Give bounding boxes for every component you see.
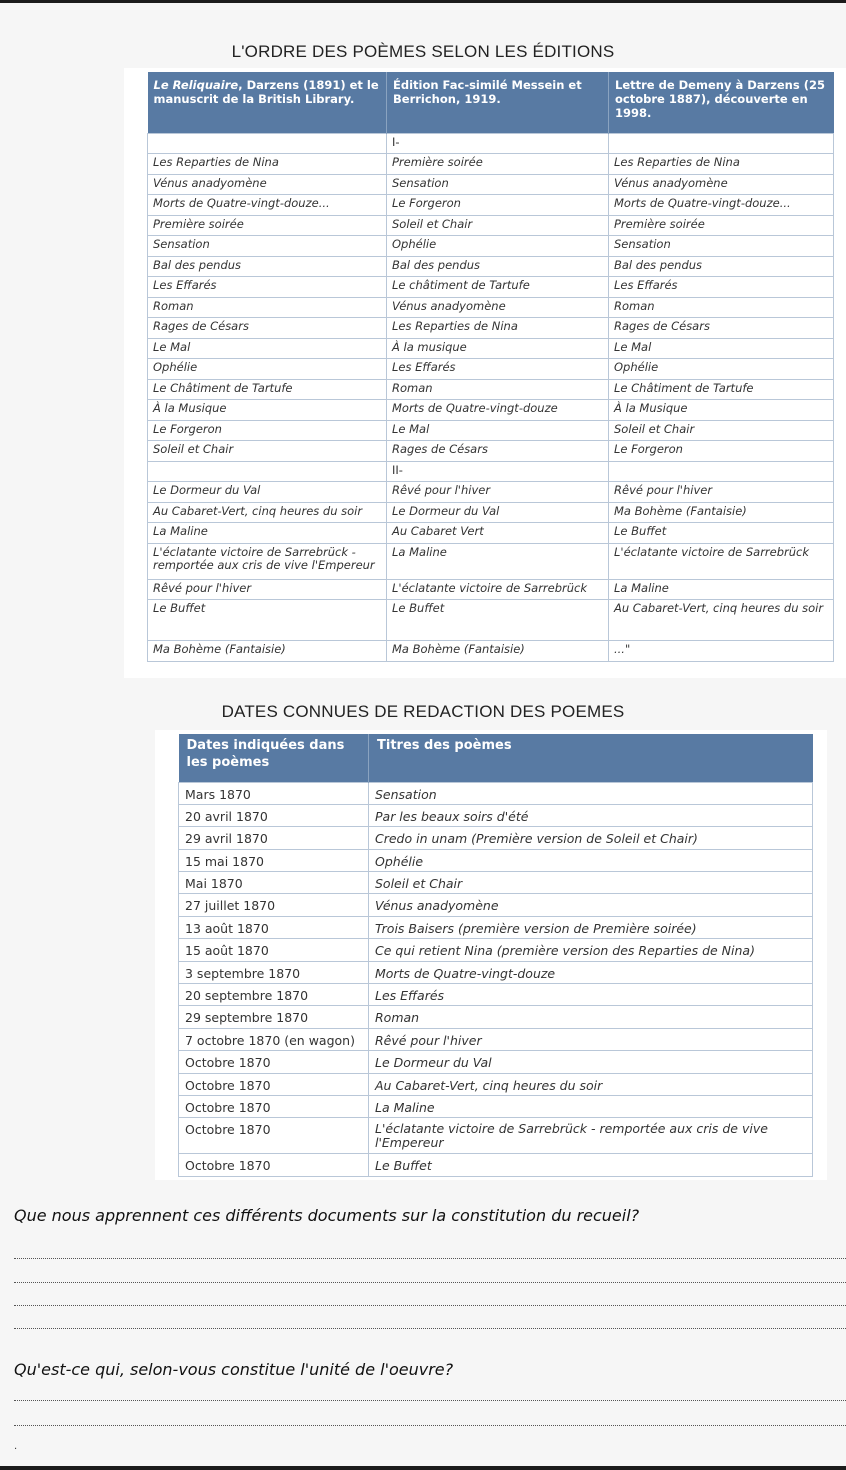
poem-title-cell: Roman: [369, 1006, 813, 1028]
poem-cell: Bal des pendus: [609, 256, 834, 277]
poem-cell: Les Reparties de Nina: [148, 154, 387, 175]
poem-cell: Sensation: [148, 236, 387, 257]
poem-cell: Ma Bohème (Fantaisie): [387, 641, 609, 662]
header-reliquaire-italic: Le Reliquaire: [153, 78, 239, 92]
table-row: [148, 359, 834, 380]
table-row: [179, 804, 813, 826]
poem-title-cell: Morts de Quatre-vingt-douze: [369, 961, 813, 983]
date-cell: 7 octobre 1870 (en wagon): [179, 1028, 369, 1050]
poem-cell: Le Forgeron: [387, 195, 609, 216]
poem-cell: Bal des pendus: [387, 256, 609, 277]
poem-cell: À la Musique: [148, 400, 387, 421]
poem-cell: L'éclatante victoire de Sarrebrück: [609, 543, 834, 579]
poem-title-cell: Rêvé pour l'hiver: [369, 1028, 813, 1050]
table-row: [148, 174, 834, 195]
date-cell: 20 septembre 1870: [179, 984, 369, 1006]
table-row: [148, 379, 834, 400]
header-dates: Dates indiquées dans les poèmes: [179, 734, 369, 782]
table-row: [148, 154, 834, 175]
poem-cell: Au Cabaret-Vert, cinq heures du soir: [148, 502, 387, 523]
section-mark: II-: [387, 461, 609, 482]
table-row: [148, 543, 834, 579]
table-row: [179, 782, 813, 804]
poem-cell: Sensation: [609, 236, 834, 257]
poem-cell: Première soirée: [387, 154, 609, 175]
question-unity: Qu'est-ce qui, selon-vous constitue l'unité de l'oeuvre?: [14, 1360, 454, 1379]
table-row: [148, 579, 834, 600]
poem-cell: Première soirée: [148, 215, 387, 236]
date-cell: Mars 1870: [179, 782, 369, 804]
table-row: [179, 961, 813, 983]
table-row: [179, 1051, 813, 1073]
poem-cell: Les Effarés: [609, 277, 834, 298]
table-row: [148, 641, 834, 662]
poem-cell: Vénus anadyomène: [148, 174, 387, 195]
poem-cell: Les Effarés: [148, 277, 387, 298]
dates-table-title: DATES CONNUES DE REDACTION DES POEMES: [221, 702, 625, 721]
poem-cell: Les Reparties de Nina: [609, 154, 834, 175]
poem-cell: Rages de Césars: [148, 318, 387, 339]
date-cell: Mai 1870: [179, 872, 369, 894]
bottom-border: [0, 1466, 846, 1470]
table-row: [179, 1154, 813, 1176]
editions-header-row: [148, 72, 834, 133]
header-facsimile: Édition Fac-similé Messein et Berrichon, 1919.: [387, 72, 609, 133]
answer-line-6[interactable]: [14, 1425, 846, 1426]
poem-cell: Rêvé pour l'hiver: [609, 482, 834, 503]
poem-title-cell: L'éclatante victoire de Sarrebrück - remportée aux cris de vive l'Empereur: [369, 1118, 813, 1154]
table-row: [148, 195, 834, 216]
poem-cell: ...": [609, 641, 834, 662]
poem-title-cell: Au Cabaret-Vert, cinq heures du soir: [369, 1073, 813, 1095]
poem-cell: La Maline: [148, 523, 387, 544]
poem-cell: Les Effarés: [387, 359, 609, 380]
poem-title-cell: Par les beaux soirs d'été: [369, 804, 813, 826]
date-cell: Octobre 1870: [179, 1154, 369, 1176]
table-row: [179, 984, 813, 1006]
date-cell: 3 septembre 1870: [179, 961, 369, 983]
poem-cell: Sensation: [387, 174, 609, 195]
table-row: [179, 1006, 813, 1028]
table-row: [148, 318, 834, 339]
poem-cell: Rêvé pour l'hiver: [387, 482, 609, 503]
empty-cell: [148, 461, 387, 482]
table-row: [179, 1073, 813, 1095]
dates-header-row: [179, 734, 813, 782]
editions-table-title: L'ORDRE DES POÈMES SELON LES ÉDITIONS: [231, 42, 615, 61]
section-mark-row: [148, 133, 834, 154]
answer-line-2[interactable]: [14, 1282, 846, 1283]
poem-cell: Ophélie: [387, 236, 609, 257]
poem-cell: Le Forgeron: [148, 420, 387, 441]
date-cell: Octobre 1870: [179, 1051, 369, 1073]
date-cell: 29 septembre 1870: [179, 1006, 369, 1028]
poem-title-cell: Les Effarés: [369, 984, 813, 1006]
poem-cell: Ma Bohème (Fantaisie): [609, 502, 834, 523]
answer-line-3[interactable]: [14, 1305, 846, 1306]
poem-cell: Le châtiment de Tartufe: [387, 277, 609, 298]
poem-cell: Le Mal: [609, 338, 834, 359]
poem-title-cell: Le Buffet: [369, 1154, 813, 1176]
poem-cell: Rages de Césars: [387, 441, 609, 462]
answer-line-5[interactable]: [14, 1400, 846, 1401]
header-demeny-letter: Lettre de Demeny à Darzens (25 octobre 1887), découverte en 1998.: [609, 72, 834, 133]
date-cell: 13 août 1870: [179, 916, 369, 938]
table-row: [148, 400, 834, 421]
poem-cell: À la musique: [387, 338, 609, 359]
poem-cell: Au Cabaret Vert: [387, 523, 609, 544]
poem-title-cell: La Maline: [369, 1095, 813, 1117]
poem-title-cell: Soleil et Chair: [369, 872, 813, 894]
editions-order-table: [147, 72, 834, 662]
poem-cell: La Maline: [387, 543, 609, 579]
table-row: [148, 600, 834, 641]
poem-cell: Le Dormeur du Val: [387, 502, 609, 523]
answer-line-1[interactable]: [14, 1258, 846, 1259]
poem-cell: Morts de Quatre-vingt-douze...: [148, 195, 387, 216]
poem-cell: Ma Bohème (Fantaisie): [148, 641, 387, 662]
section-mark-row: [148, 461, 834, 482]
empty-cell: [148, 133, 387, 154]
top-border: [0, 0, 846, 3]
date-cell: 15 août 1870: [179, 939, 369, 961]
poem-cell: Ophélie: [148, 359, 387, 380]
table-row: [179, 849, 813, 871]
poem-cell: Soleil et Chair: [609, 420, 834, 441]
poem-title-cell: Le Dormeur du Val: [369, 1051, 813, 1073]
table-row: [148, 256, 834, 277]
table-row: [148, 502, 834, 523]
date-cell: Octobre 1870: [179, 1095, 369, 1117]
poem-cell: Le Forgeron: [609, 441, 834, 462]
section-mark: I-: [387, 133, 609, 154]
question-constitution: Que nous apprennent ces différents documents sur la constitution du recueil?: [14, 1206, 640, 1225]
table-row: [148, 441, 834, 462]
poem-title-cell: Ophélie: [369, 849, 813, 871]
empty-cell: [609, 133, 834, 154]
poem-cell: Vénus anadyomène: [609, 174, 834, 195]
stray-dot: .: [14, 1441, 18, 1452]
poem-cell: Roman: [148, 297, 387, 318]
table-row: [179, 894, 813, 916]
poem-cell: Le Châtiment de Tartufe: [148, 379, 387, 400]
poem-cell: Le Mal: [148, 338, 387, 359]
poem-title-cell: Sensation: [369, 782, 813, 804]
poem-cell: Première soirée: [609, 215, 834, 236]
table-row: [148, 523, 834, 544]
date-cell: Octobre 1870: [179, 1118, 369, 1154]
poem-cell: L'éclatante victoire de Sarrebrück: [387, 579, 609, 600]
header-reliquaire: [148, 72, 387, 133]
poem-cell: L'éclatante victoire de Sarrebrück - remportée aux cris de vive l'Empereur: [148, 543, 387, 579]
poem-cell: Soleil et Chair: [148, 441, 387, 462]
poem-cell: Vénus anadyomène: [387, 297, 609, 318]
poem-cell: Le Buffet: [387, 600, 609, 641]
table-row: [148, 420, 834, 441]
header-titles: Titres des poèmes: [369, 734, 813, 782]
poem-title-cell: Trois Baisers (première version de Première soirée): [369, 916, 813, 938]
header-reliquaire-rest: , Darzens (1891) et le manuscrit de la British Library.: [153, 78, 379, 106]
table-row: [179, 827, 813, 849]
poem-cell: Bal des pendus: [148, 256, 387, 277]
table-row: [179, 916, 813, 938]
table-row: [148, 215, 834, 236]
poem-cell: Au Cabaret-Vert, cinq heures du soir: [609, 600, 834, 641]
poem-cell: Morts de Quatre-vingt-douze: [387, 400, 609, 421]
date-cell: 27 juillet 1870: [179, 894, 369, 916]
table-row: [148, 338, 834, 359]
poem-title-cell: Vénus anadyomène: [369, 894, 813, 916]
dates-table-body: [179, 782, 813, 1176]
table-row: [179, 939, 813, 961]
poem-cell: Le Buffet: [609, 523, 834, 544]
poem-title-cell: Ce qui retient Nina (première version des Reparties de Nina): [369, 939, 813, 961]
table-row: [148, 482, 834, 503]
dates-table: [178, 734, 813, 1177]
table-row: [148, 277, 834, 298]
table-row: [179, 1095, 813, 1117]
poem-cell: Roman: [387, 379, 609, 400]
poem-cell: Le Dormeur du Val: [148, 482, 387, 503]
poem-cell: Ophélie: [609, 359, 834, 380]
poem-cell: Le Châtiment de Tartufe: [609, 379, 834, 400]
poem-cell: Les Reparties de Nina: [387, 318, 609, 339]
date-cell: 15 mai 1870: [179, 849, 369, 871]
editions-table-body: [148, 133, 834, 661]
poem-cell: Le Buffet: [148, 600, 387, 641]
poem-cell: Rêvé pour l'hiver: [148, 579, 387, 600]
poem-cell: Roman: [609, 297, 834, 318]
table-row: [179, 1028, 813, 1050]
poem-cell: À la Musique: [609, 400, 834, 421]
poem-cell: La Maline: [609, 579, 834, 600]
poem-cell: Morts de Quatre-vingt-douze...: [609, 195, 834, 216]
table-row: [179, 872, 813, 894]
table-row: [148, 297, 834, 318]
date-cell: 29 avril 1870: [179, 827, 369, 849]
answer-line-4[interactable]: [14, 1328, 846, 1329]
poem-cell: Soleil et Chair: [387, 215, 609, 236]
date-cell: Octobre 1870: [179, 1073, 369, 1095]
poem-cell: Le Mal: [387, 420, 609, 441]
table-row: [148, 236, 834, 257]
table-row: [179, 1118, 813, 1154]
poem-title-cell: Credo in unam (Première version de Soleil et Chair): [369, 827, 813, 849]
date-cell: 20 avril 1870: [179, 804, 369, 826]
poem-cell: Rages de Césars: [609, 318, 834, 339]
empty-cell: [609, 461, 834, 482]
